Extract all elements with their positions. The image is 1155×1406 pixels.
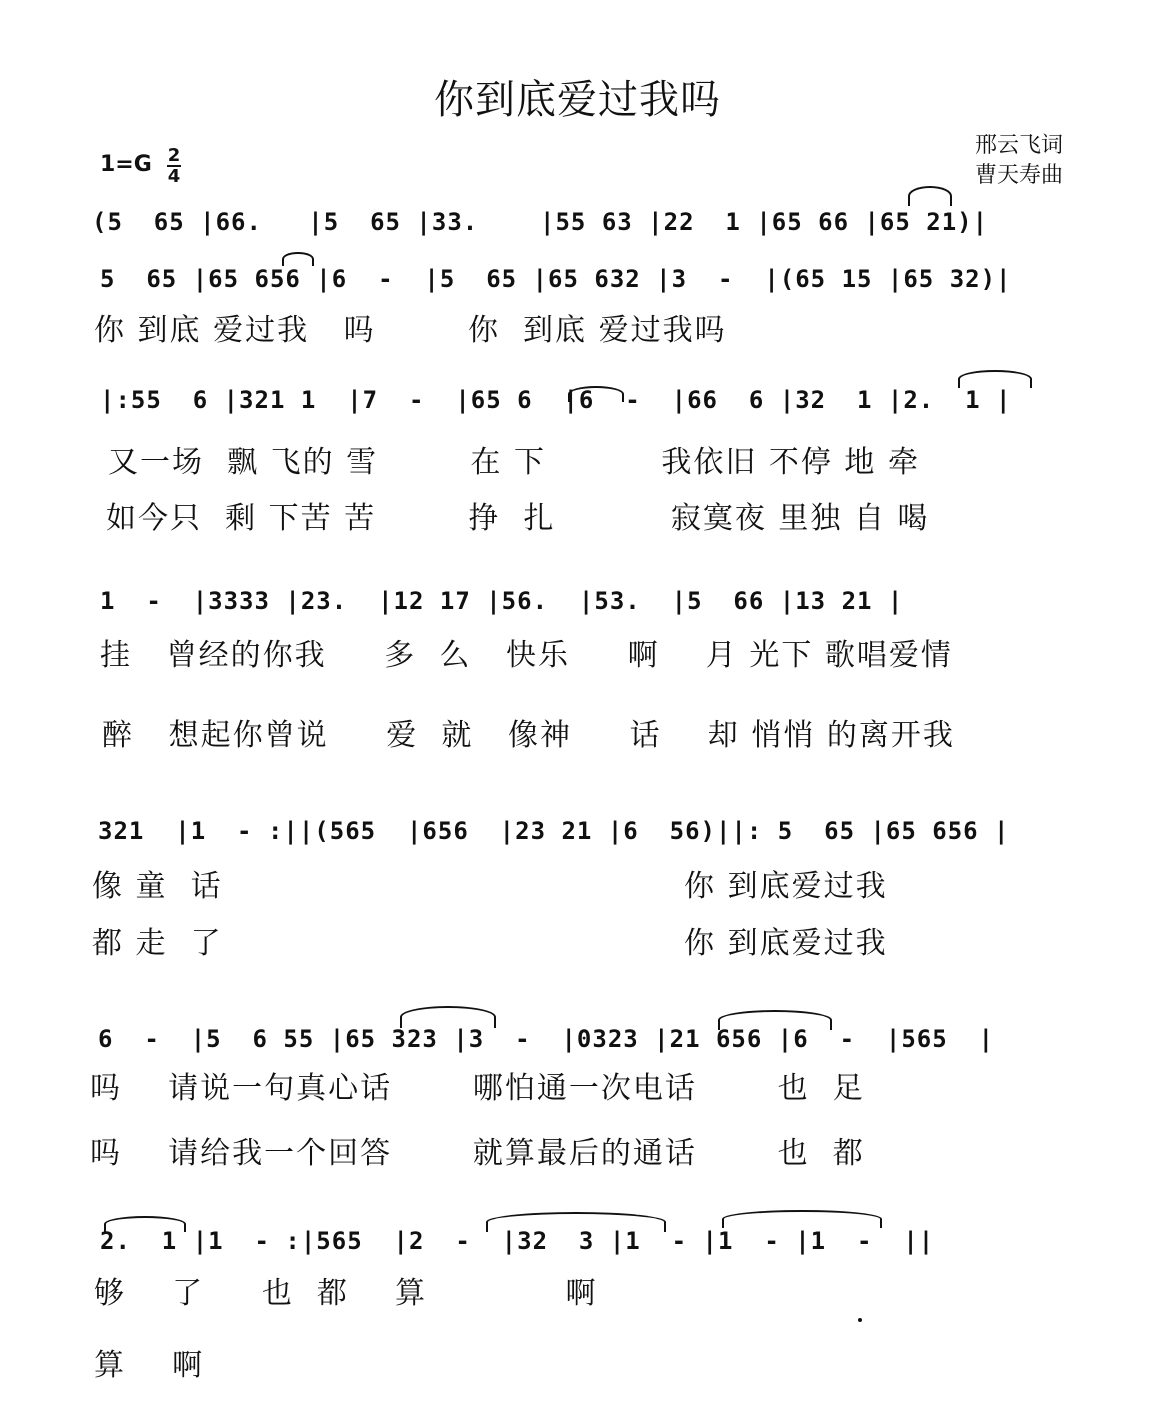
tie-mark: [282, 252, 314, 266]
lyric-line-4-verse-1: 挂 曾经的你我 多 么 快乐 啊 月 光下 歌唱爱情: [100, 638, 953, 673]
lyric-line-2-verse-1: 你 到底 爱过我 吗 你 到底 爱过我吗: [94, 313, 727, 348]
tie-mark: [908, 186, 952, 206]
notation-line-6: 6 - |5 6 55 |65 323 |3 - |0323 |21 656 |6 - |565 |: [98, 1025, 995, 1053]
lyric-line-7-verse-2: 算 啊: [94, 1348, 205, 1383]
lyric-line-5-verse-1: 像 童 话 你 到底爱过我: [92, 869, 888, 904]
lyric-line-3-verse-1: 又一场 飘 飞的 雪 在 下 我依旧 不停 地 牵: [108, 445, 920, 480]
notation-line-2: 5 65 |65 656 |6 - |5 65 |65 632 |3 - |(65 15 |65 32)|: [100, 265, 1012, 293]
notation-line-1: (5 65 |66. |5 65 |33. |55 63 |22 1 |65 66 |65 21)|: [92, 208, 989, 236]
notation-line-4: 1 - |3333 |23. |12 17 |56. |53. |5 66 |13 21 |: [100, 587, 904, 615]
notation-line-5: 321 |1 - :||(565 |656 |23 21 |6 56)||: 5 65 |65 656 |: [98, 817, 1010, 845]
lyric-line-7-verse-1: 够 了 也 都 算 啊: [94, 1276, 598, 1311]
tie-mark: [722, 1210, 882, 1228]
tie-mark: [104, 1216, 186, 1232]
stray-dot: [858, 1318, 862, 1322]
notation-line-7: 2. 1 |1 - :|565 |2 - |32 3 |1 - |1 - |1 - ||: [100, 1227, 935, 1255]
tie-mark: [718, 1010, 832, 1030]
lyric-line-4-verse-2: 醉 想起你曾说 爱 就 像神 话 却 悄悄 的离开我: [102, 718, 955, 753]
notation-line-3: |:55 6 |321 1 |7 - |65 6 |6 - |66 6 |32 1 |2. 1 |: [100, 386, 1012, 414]
tie-mark: [568, 386, 624, 402]
tie-mark: [958, 370, 1032, 388]
lyric-line-3-verse-2: 如今只 剩 下苦 苦 挣 扎 寂寞夜 里独 自 喝: [106, 501, 930, 536]
tie-mark: [486, 1212, 666, 1232]
composer-credit: 曹天寿曲: [974, 163, 1063, 188]
lyric-line-6-verse-2: 吗 请给我一个回答 就算最后的通话 也 都: [90, 1136, 865, 1171]
lyricist-credit: 邢云飞词: [974, 133, 1063, 158]
song-title: 你到底爱过我吗: [434, 77, 721, 123]
key-signature: 1=G: [100, 152, 152, 177]
lyric-line-6-verse-1: 吗 请说一句真心话 哪怕通一次电话 也 足: [90, 1071, 865, 1106]
time-signature: 2 4: [167, 145, 181, 187]
tie-mark: [400, 1006, 496, 1028]
lyric-line-5-verse-2: 都 走 了 你 到底爱过我: [92, 926, 888, 961]
